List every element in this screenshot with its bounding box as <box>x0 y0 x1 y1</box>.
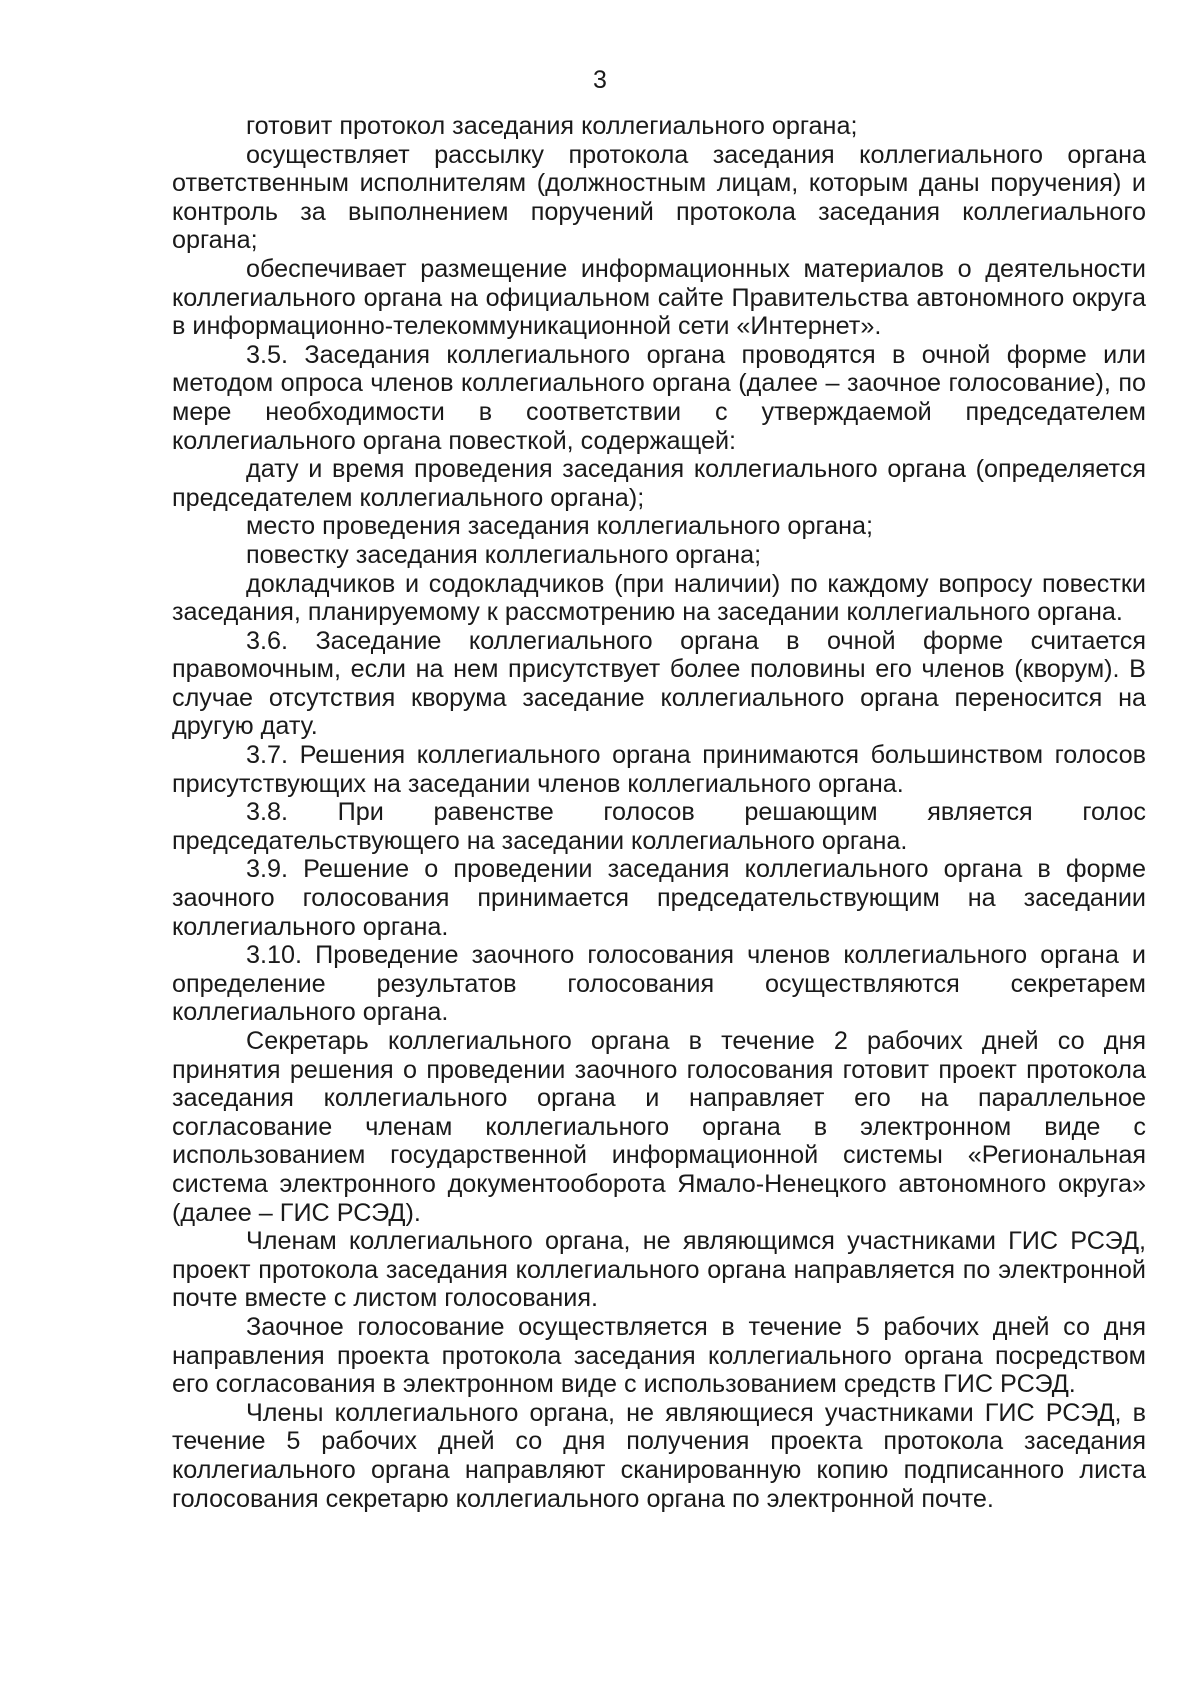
paragraph: 3.6. Заседание коллегиального органа в очной форме считается правомочным, если на нем присутствует более половины его членов (кворум). В случае отсутствия кворума заседание коллегиального органа переносится на другую дату. <box>172 626 1146 741</box>
paragraph: повестку заседания коллегиального органа; <box>246 540 762 569</box>
paragraph: 3.9. Решение о проведении заседания коллегиального органа в форме заочного голосования принимается председательствующим на заседании коллегиального органа. <box>172 855 1146 941</box>
paragraph: Заочное голосование осуществляется в течение 5 рабочих дней со дня направления проекта протокола заседания коллегиального органа посредством его согласования в электронном виде с использованием средств ГИС РСЭД. <box>172 1312 1146 1399</box>
paragraph: Секретарь коллегиального органа в течение 2 рабочих дней со дня принятия решения о проведении заочного голосования готовит проект протокола заседания коллегиального органа и направляет его на параллельное согласование членам коллегиального органа в электронном виде с использованием государственной информационной системы «Региональная система электронного документооборота Ямало-Ненецкого автономного округа» (далее – ГИС РСЭД). <box>172 1027 1146 1227</box>
paragraph: готовит протокол заседания коллегиального органа; <box>246 112 858 140</box>
paragraph: 3.10. Проведение заочного голосования членов коллегиального органа и определение результатов голосования осуществляются секретарем коллегиального органа. <box>172 941 1146 1027</box>
paragraph: дату и время проведения заседания коллегиального органа (определяется председателем коллегиального органа); <box>172 455 1146 512</box>
paragraph: Членам коллегиального органа, не являющимся участниками ГИС РСЭД, проект протокола заседания коллегиального органа направляется по электронной почте вместе с листом голосования. <box>172 1227 1146 1313</box>
paragraph: 3.5. Заседания коллегиального органа проводятся в очной форме или методом опроса членов коллегиального органа (далее – заочное голосование), по мере необходимости в соответствии с утверждаемой председателем коллегиального органа повесткой, содержащей: <box>172 340 1146 455</box>
paragraph: докладчиков и содокладчиков (при наличии) по каждому вопросу повестки заседания, планируемому к рассмотрению на заседании коллегиального органа. <box>172 569 1146 627</box>
paragraph: Члены коллегиального органа, не являющиеся участниками ГИС РСЭД, в течение 5 рабочих дней со дня получения проекта протокола заседания коллегиального органа направляют сканированную копию подписанного листа голосования секретарю коллегиального органа по электронной почте. <box>172 1398 1146 1513</box>
paragraph: 3.7. Решения коллегиального органа принимаются большинством голосов присутствующих на заседании членов коллегиального органа. <box>172 741 1146 798</box>
paragraph: место проведения заседания коллегиального органа; <box>246 512 874 541</box>
page-number: 3 <box>593 66 607 94</box>
document-body <box>172 112 1146 1513</box>
paragraph: осуществляет рассылку протокола заседания коллегиального органа ответственным исполнителям (должностным лицам, которым даны поручения) и контроль за выполнением поручений протокола заседания коллегиального органа; <box>172 140 1146 255</box>
paragraph: 3.8. При равенстве голосов решающим является голос председательствующего на заседании коллегиального органа. <box>172 798 1146 855</box>
paragraph: обеспечивает размещение информационных материалов о деятельности коллегиального органа на официальном сайте Правительства автономного округа в информационно-телекоммуникационной сети «Интернет». <box>172 254 1146 341</box>
